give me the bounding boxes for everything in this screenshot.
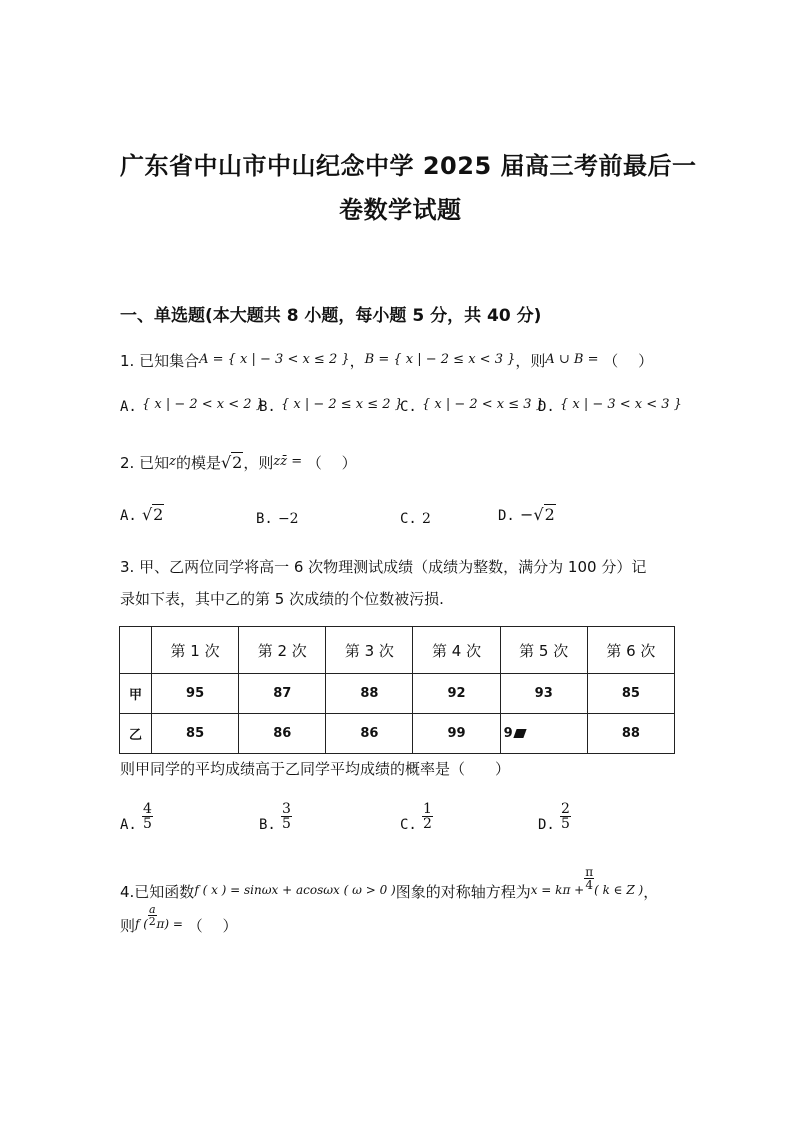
fraction-numerator: 1: [422, 801, 432, 817]
q4-line2-f: f (: [135, 917, 148, 931]
q1-mid: ，则: [515, 352, 546, 370]
q2-option-c-label: C.: [400, 511, 417, 527]
q2-mid2: ，则: [243, 454, 274, 472]
q4-line2-suffix: （ ）: [187, 917, 238, 935]
q1-option-c-label: C.: [400, 399, 417, 415]
q3-option-d-label: D.: [538, 817, 555, 833]
table-cell: 86: [326, 714, 413, 754]
q4-line2-tail: π) =: [156, 917, 183, 931]
q2-option-d-label: D.: [498, 508, 515, 524]
table-header-cell: 第 5 次: [500, 627, 587, 674]
q3-option-b-label: B.: [259, 817, 276, 833]
table-header-cell: 第 4 次: [413, 627, 500, 674]
q1-option-b: { x | − 2 ≤ x ≤ 2 }: [280, 397, 403, 412]
smudged-score-cell: [500, 714, 587, 754]
q1-option-b-label: B.: [259, 399, 276, 415]
q2-option-d-sqrt: −√2: [519, 505, 555, 524]
q2-option-d-value: 2: [544, 505, 555, 524]
q1-prefix: 1. 已知集合: [120, 352, 200, 370]
q1-option-a-label: A.: [120, 399, 137, 415]
q2-option-d-neg: −: [519, 505, 534, 524]
q3-option-d-fraction: [560, 802, 571, 831]
q2-sqrt: √2: [220, 453, 243, 472]
q2-option-b-label: B.: [256, 511, 273, 527]
table-header-cell: [120, 627, 152, 674]
q3-question: 则甲同学的平均成绩高于乙同学平均成绩的概率是（ ）: [120, 760, 511, 778]
table-cell: 95: [152, 674, 239, 714]
q1-expr: A ∪ B =: [545, 352, 599, 367]
q2-option-c: [400, 508, 431, 527]
table-cell: 88: [326, 674, 413, 714]
q3-option-d: [538, 802, 571, 833]
q1-option-a: { x | − 2 < x < 2 }: [141, 397, 264, 412]
q3-option-c-label: C.: [400, 817, 417, 833]
q4-line-2: [120, 904, 238, 936]
q3-option-a-label: A.: [120, 817, 137, 833]
q4-line2-prefix: 则: [120, 917, 136, 935]
section-heading: 一、单选题(本大题共 8 小题，每小题 5 分，共 40 分): [120, 306, 542, 326]
page-title-line-1: 广东省中山市中山纪念中学 2025 届高三考前最后一: [120, 152, 697, 180]
q2-option-d: [498, 505, 556, 524]
q1-option-d-wrap: [538, 396, 682, 415]
scores-table: [119, 626, 675, 754]
table-header-cell: 第 1 次: [152, 627, 239, 674]
fraction-denominator: 5: [281, 816, 291, 832]
q4-function: f ( x ) = sinωx + acosωx ( ω > 0 ): [194, 883, 396, 897]
table-row: [120, 674, 675, 714]
fraction-denominator: 5: [560, 816, 570, 832]
q2-suffix: （ ）: [306, 454, 357, 472]
q2-var: z: [169, 454, 176, 469]
fraction-numerator: 3: [281, 801, 291, 817]
q2-mid1: 的模是: [175, 454, 221, 472]
row-label-yi: 乙: [120, 714, 152, 754]
fraction-denominator: 4: [585, 878, 593, 892]
q1-set-b: B = { x | − 2 ≤ x < 3 }: [364, 352, 516, 367]
q4-axis-left: x = kπ +: [530, 883, 585, 897]
q4-axis-fraction: [584, 866, 594, 891]
table-row: [120, 714, 675, 754]
q1-sep: ，: [349, 352, 365, 370]
table-cell: 92: [413, 674, 500, 714]
q2-option-a-value: 2: [153, 505, 164, 524]
q1-option-c: { x | − 2 < x ≤ 3 }: [421, 397, 544, 412]
q2-option-a-label: A.: [120, 508, 137, 524]
q3-line-1: 3. 甲、乙两位同学将高一 6 次物理测试成绩（成绩为整数，满分为 100 分）记: [120, 558, 647, 576]
question-2: [120, 452, 357, 473]
q3-option-a-fraction: [142, 802, 153, 831]
question-4: [120, 866, 658, 902]
q2-option-b: [256, 508, 299, 527]
q4-prefix: 4.已知函数: [120, 883, 195, 901]
table-header-cell: 第 3 次: [326, 627, 413, 674]
q1-suffix: （ ）: [603, 352, 654, 370]
q2-sqrt-value: 2: [232, 453, 243, 472]
fraction-numerator: a: [148, 903, 156, 916]
question-1: [120, 350, 653, 371]
q3-line-2: 录如下表，其中乙的第 5 次成绩的个位数被污损.: [120, 590, 444, 608]
smudged-score-tens: 9: [503, 726, 513, 741]
q3-option-b-fraction: [281, 802, 292, 831]
table-header-row: [120, 627, 675, 674]
q1-options: [120, 396, 264, 415]
table-cell: 85: [152, 714, 239, 754]
q2-prefix: 2. 已知: [120, 454, 170, 472]
q2-expr: zz̄ =: [273, 454, 303, 469]
q3-option-b: [259, 802, 292, 833]
table-cell: 87: [239, 674, 326, 714]
fraction-numerator: 2: [560, 801, 570, 817]
table-cell: 88: [587, 714, 674, 754]
q3-option-c: [400, 802, 433, 833]
row-label-jia: 甲: [120, 674, 152, 714]
q2-option-a: [120, 505, 164, 524]
q4-end: ，: [643, 883, 659, 901]
q1-option-c-wrap: [400, 396, 544, 415]
ink-smudge: [513, 729, 526, 738]
q2-option-a-sqrt: √2: [141, 505, 164, 524]
table-cell: 85: [587, 674, 674, 714]
q2-option-b-value: −2: [277, 511, 299, 527]
fraction-denominator: 2: [422, 816, 432, 832]
q4-mid: 图象的对称轴方程为: [395, 883, 531, 901]
q1-set-a: A = { x | − 3 < x ≤ 2 }: [199, 352, 350, 367]
q2-option-c-value: 2: [421, 511, 431, 527]
q4-axis-right: ( k ∈ Z ): [594, 883, 644, 897]
q4-line2-fraction: [148, 904, 157, 927]
table-cell: 99: [413, 714, 500, 754]
q1-option-b-wrap: [259, 396, 403, 415]
fraction-numerator: 4: [142, 801, 152, 817]
q1-option-d-label: D.: [538, 399, 555, 415]
page-title-line-2: 卷数学试题: [339, 196, 462, 224]
fraction-denominator: 5: [142, 816, 152, 832]
table-cell: 93: [500, 674, 587, 714]
table-header-cell: 第 2 次: [239, 627, 326, 674]
q1-option-d: { x | − 3 < x < 3 }: [559, 397, 682, 412]
table-cell: 86: [239, 714, 326, 754]
fraction-denominator: 2: [148, 915, 156, 928]
table-header-cell: 第 6 次: [587, 627, 674, 674]
q3-option-a: [120, 802, 153, 833]
fraction-numerator: π: [585, 865, 594, 879]
q3-option-c-fraction: [422, 802, 433, 831]
